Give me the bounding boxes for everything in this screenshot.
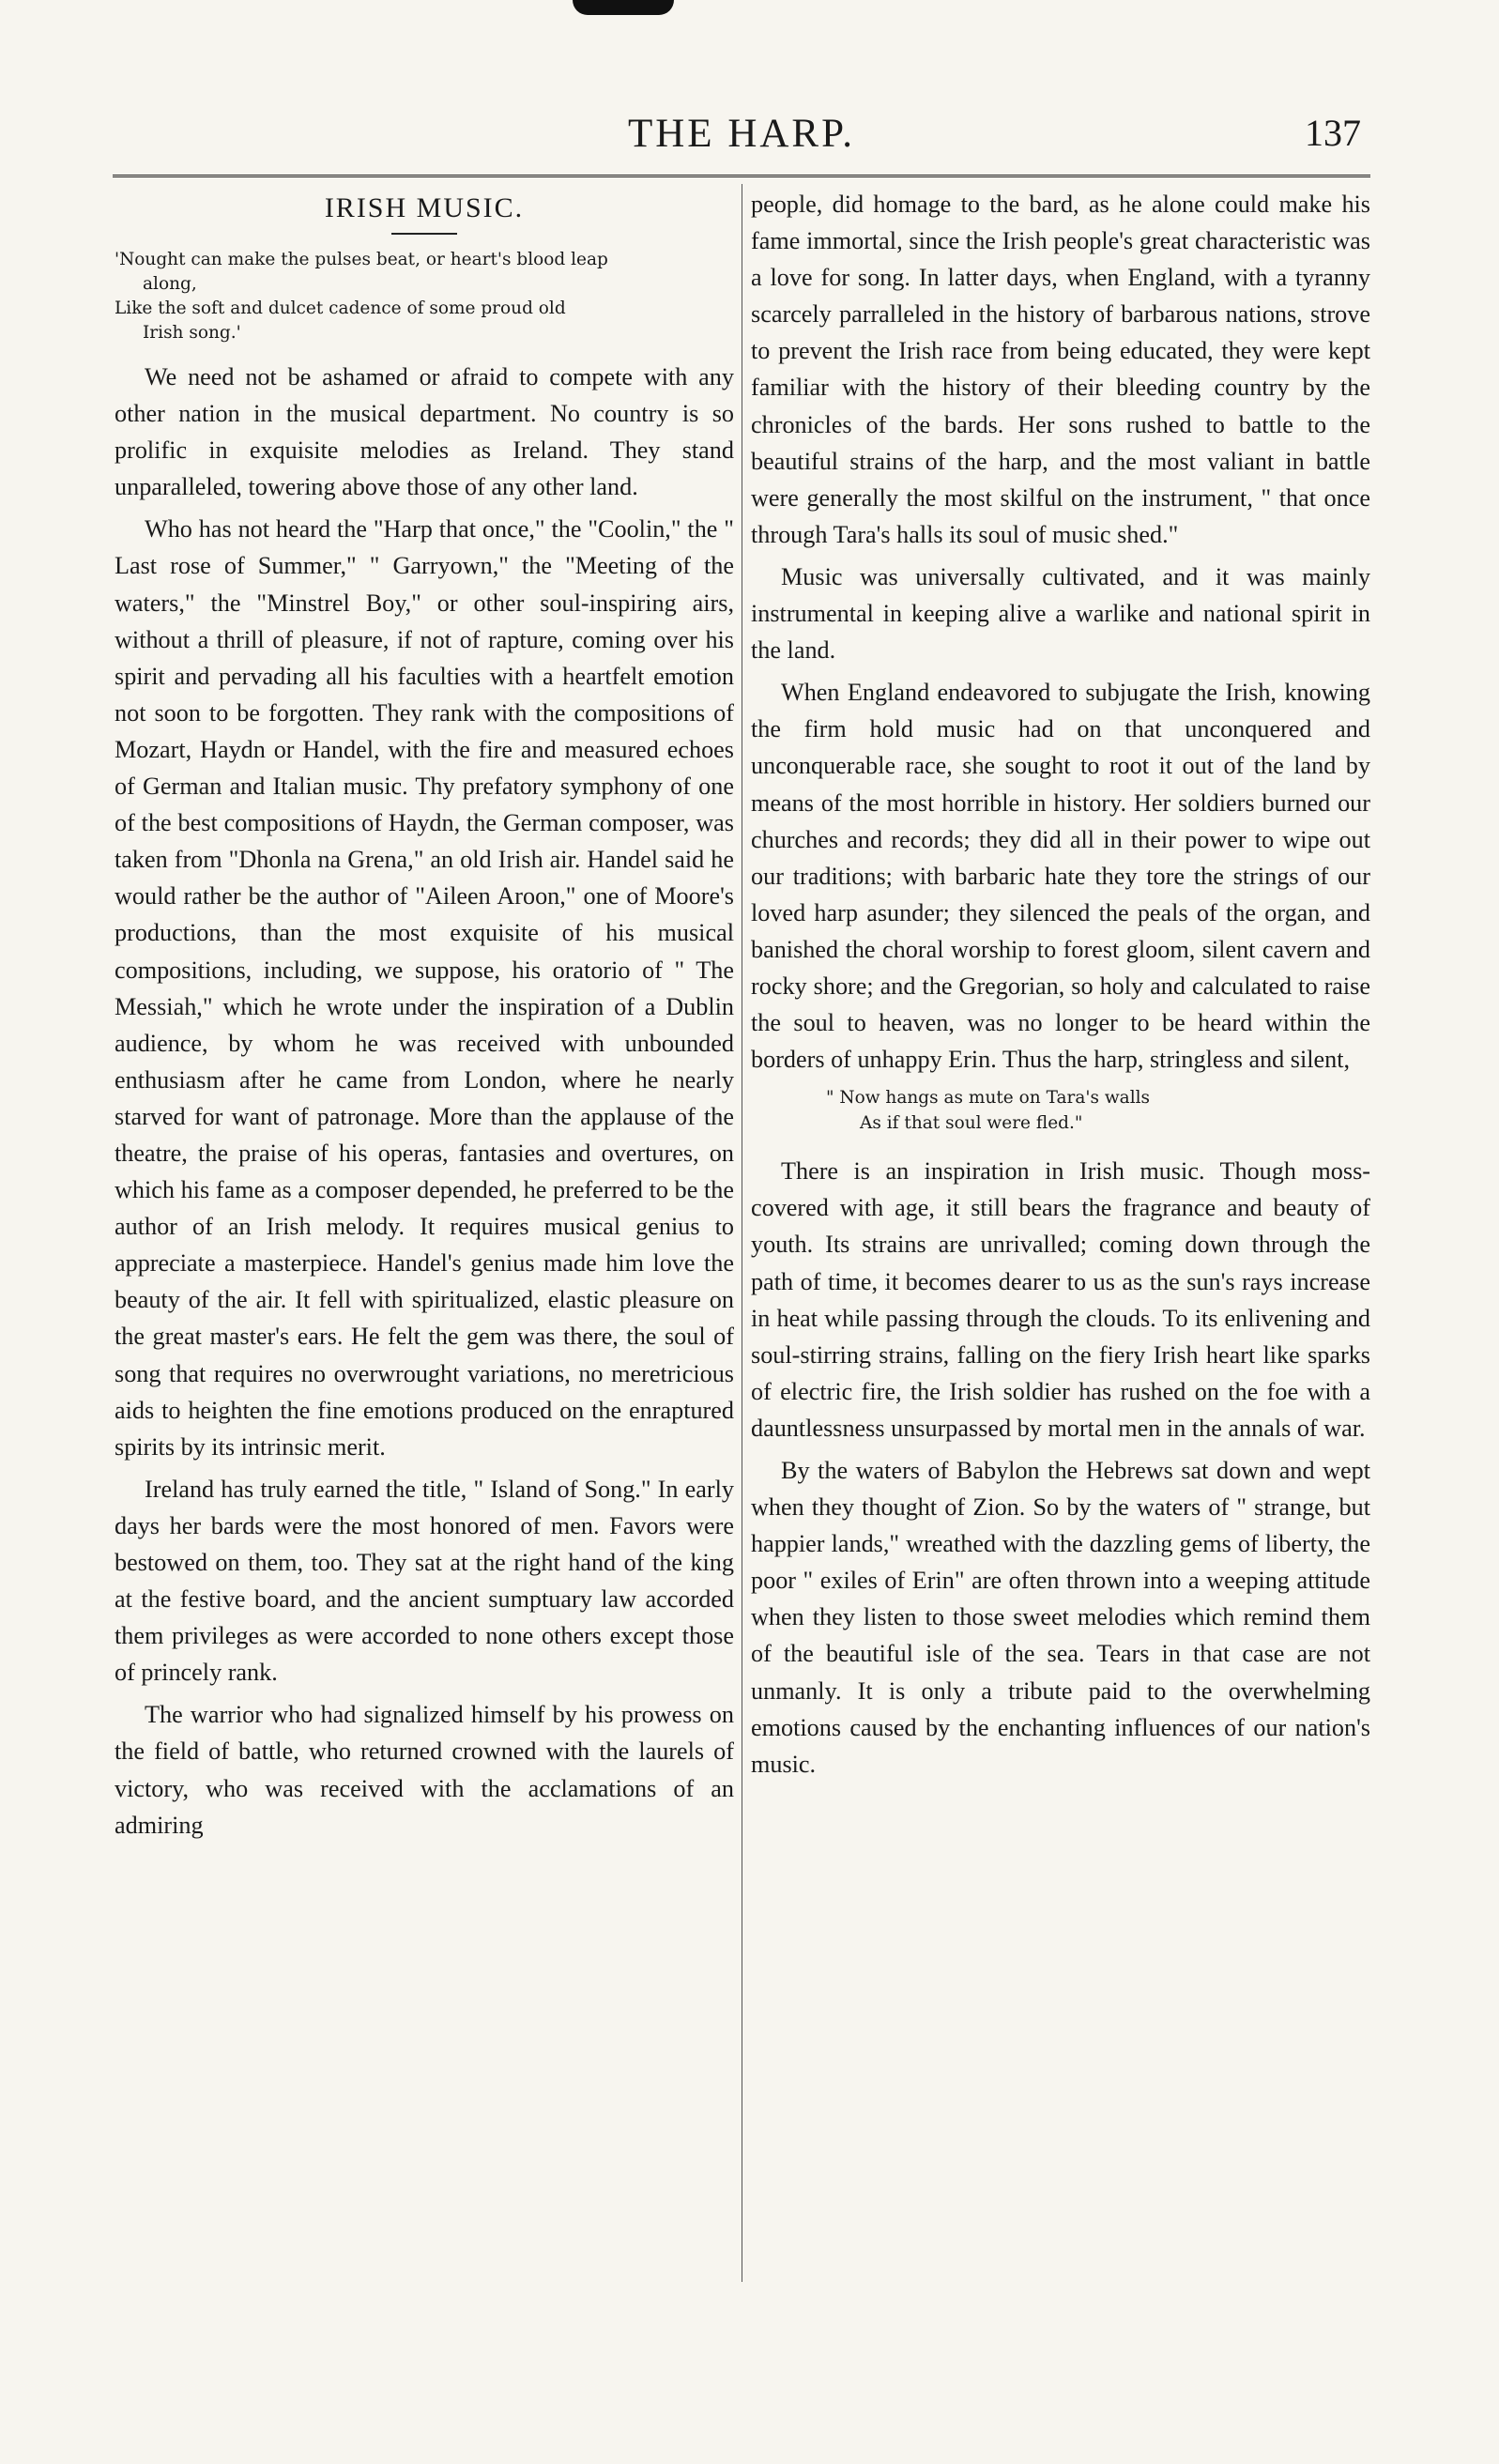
paragraph: Who has not heard the "Harp that once," the "Coolin," the " Last rose of Summer," " Garryown," the "Meeting of the waters," the "Minstrel Boy," or other soul-inspiring airs, without a thrill of pleasure, if not of rapture, coming over his spirit and pervading all his faculties with a heartfelt emotion not soon to be forgotten. They rank with the compositions of Mozart, Haydn or Handel, with the fire and measured echoes of German and Italian music. Thy prefatory symphony of one of the best compositions of Haydn, the German composer, was taken from "Dhonla na Grena," an old Irish air. Handel said he would rather be the author of "Aileen Aroon," one of Moore's productions, than the most exquisite of his musical compositions, including, we suppose, his oratorio of " The Messiah," which he wrote under the inspiration of a Dublin audience, by whom he was received with unbounded enthusiasm after he came from London, where he nearly starved for want of patronage. More than the applause of the theatre, the praise of his operas, fantasies and overtures, on which his fame as a composer depended, he preferred to be the author of an Irish melody. It requires musical genius to appreciate a masterpiece. Handel's genius made him love the beauty of the air. It fell with spiritualized, elastic pleasure on the great master's ears. He felt the gem was there, the soul of song that requires no overwrought variations, no meretricious aids to heighten the fine emotions produced on the enraptured spirits by its intrinsic merit. [115,515,734,1461]
paragraph: There is an inspiration in Irish music. Though moss-covered with age, it still bears the fragrance and beauty of youth. Its strains are unrivalled; coming down through the path of time, it becomes dearer to us as the sun's rays increase in heat while passing through the clouds. To its enlivening and soul-stirring strains, falling on the fiery Irish heart like sparks of electric fire, the Irish soldier has rushed on the foe with a dauntlessness unsurpassed by mortal men in the annals of war. [751,1157,1370,1442]
epigraph-line: 'Nought can make the pulses beat, or heart's blood leap [115,250,608,269]
title-rule [391,233,457,235]
running-head [113,111,1370,176]
epigraph [115,248,734,345]
paragraph: people, did homage to the bard, as he alone could make his fame immortal, since the Irish people's great characteristic was a love for song. In latter days, when England, with a tyranny scarcely parralleled in the history of barbarous nations, strove to prevent the Irish race from being educated, they were kept familiar with the history of their bleeding country by the chronicles of the bards. Her sons rushed to battle to the beautiful strains of the harp, and the most valiant in battle were generally the most skilful on the instrument, " that once through Tara's halls its soul of music shed." [751,191,1370,548]
epigraph-line: Like the soft and dulcet cadence of some proud old [115,298,566,318]
verse-line: " Now hangs as mute on Tara's walls [826,1088,1151,1109]
right-column [751,186,1370,1783]
verse-quote [826,1085,1370,1136]
paragraph: The warrior who had signalized himself by his prowess on the field of battle, who returned crowned with the laurels of victory, who was received with the acclamations of an admiring [115,1701,734,1839]
header-rule [113,175,1370,177]
left-column [115,186,734,1844]
paragraph: Music was universally cultivated, and it was mainly instrumental in keeping alive a warlike and national spirit in the land. [751,562,1370,665]
article-title: IRISH MUSIC. [324,192,525,223]
paragraph: When England endeavored to subjugate the Irish, knowing the firm hold music had on that unconquered and unconquerable race, she sought to root it out of the land by means of the most horrible in history. Her soldiers burned our churches and records; they did all in their power to wipe out our traditions; with barbaric hate they tore the strings of our loved harp asunder; they silenced the peals of the organ, and banished the choral worship to forest gloom, silent cavern and rocky shore; and the Gregorian, so holy and calculated to raise the soul to heaven, was no longer to be heard within the borders of unhappy Erin. Thus the harp, stringless and silent, [751,679,1370,1074]
paragraph: By the waters of Babylon the Hebrews sat down and wept when they thought of Zion. So by the waters of " strange, but happier lands," wreathed with the dazzling gems of liberty, the poor " exiles of Erin" are often thrown into a weeping attitude when they listen to those sweet melodies which remind them of the beautiful isle of the sea. Tears in that case are not unmanly. It is only a tribute paid to the overwhelming emotions caused by the enchanting influences of our nation's music. [751,1457,1370,1778]
epigraph-line: Irish song.' [143,323,241,343]
paragraph: We need not be ashamed or afraid to compete with any other nation in the musical department. No country is so prolific in exquisite melodies as Ireland. They stand unparalleled, towering above those of any other land. [115,363,734,501]
epigraph-line: along, [143,274,197,294]
ink-blot [573,0,674,15]
verse-line: As if that soul were fled." [860,1113,1083,1134]
paragraph: Ireland has truly earned the title, " Island of Song." In early days her bards were the most honored of men. Favors were bestowed on them, too. They sat at the right hand of the king at the festive board, and the ancient sumptuary law accorded them privileges as were accorded to none others except those of princely rank. [115,1475,734,1687]
page-number: 137 [1305,112,1361,154]
journal-title: THE HARP. [627,112,856,156]
